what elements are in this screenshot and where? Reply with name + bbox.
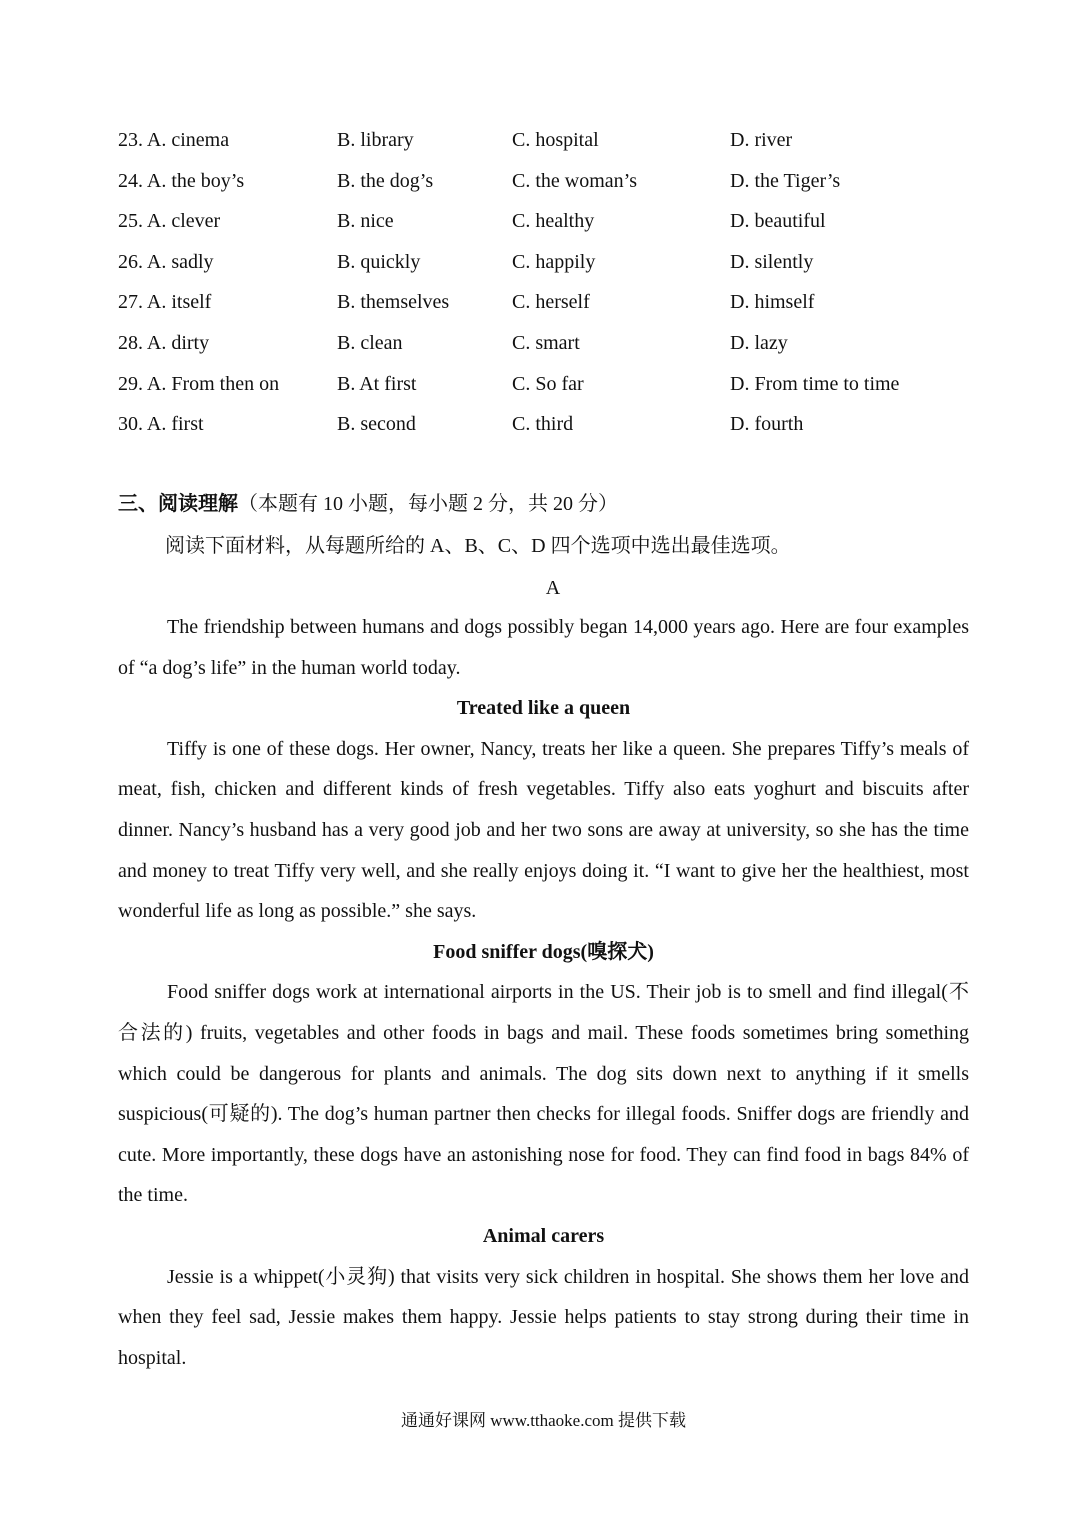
option-d: D. the Tiger’s bbox=[730, 169, 841, 192]
option-c: C. healthy bbox=[512, 210, 595, 233]
option-a: 30. A. first bbox=[118, 413, 204, 436]
passage-body bbox=[118, 607, 969, 1378]
option-b: B. library bbox=[337, 129, 414, 151]
paragraph-tiffy: Tiffy is one of these dogs. Her owner, Nancy, treats her like a queen. She prepares Tiffy’s meals of meat, fish, chicken and different kinds of fresh vegetables. Tiffy also eats yoghurt and biscuits after dinner. Nancy’s husband has a very good job and her two sons are away at university, so she has the time and money to treat Tiffy very well, and she really enjoys doing it. “I want to give her the healthiest, most wonderful life as long as possible.” she says. bbox=[118, 737, 969, 923]
option-a: 24. A. the boy’s bbox=[118, 169, 245, 192]
option-row bbox=[118, 163, 978, 204]
option-b: B. clean bbox=[337, 331, 403, 354]
option-b: B. the dog’s bbox=[337, 169, 434, 192]
option-d: D. silently bbox=[730, 250, 814, 273]
option-row bbox=[118, 284, 978, 325]
section-title bbox=[118, 488, 618, 520]
paragraph-jessie: Jessie is a whippet(小灵狗) that visits very sick children in hospital. She shows them her love and when they feel sad, Jessie makes them happy. Jessie helps patients to stay strong during their time in hospital. bbox=[118, 1265, 969, 1369]
answer-options-table bbox=[118, 122, 978, 447]
option-c: C. herself bbox=[512, 291, 590, 314]
option-b: B. themselves bbox=[337, 291, 450, 314]
option-d: D. himself bbox=[730, 291, 815, 314]
option-row bbox=[118, 122, 978, 163]
option-b: B. quickly bbox=[337, 250, 421, 273]
intro-paragraph: The friendship between humans and dogs possibly began 14,000 years ago. Here are four examples of “a dog’s life” in the human world today. bbox=[118, 616, 969, 679]
option-c: C. third bbox=[512, 413, 574, 436]
option-b: B. second bbox=[337, 413, 416, 436]
heading-food-sniffer-dogs: Food sniffer dogs(嗅探犬) bbox=[433, 940, 654, 963]
section-title-note: （本题有 10 小题，每小题 2 分，共 20 分） bbox=[238, 493, 618, 515]
option-row bbox=[118, 203, 978, 244]
option-row bbox=[118, 406, 978, 447]
option-c: C. smart bbox=[512, 331, 580, 354]
passage-letter: A bbox=[545, 577, 561, 599]
option-row bbox=[118, 325, 978, 366]
option-c: C. happily bbox=[512, 250, 596, 273]
option-row bbox=[118, 244, 978, 285]
option-d: D. river bbox=[730, 129, 793, 151]
option-a: 28. A. dirty bbox=[118, 331, 210, 354]
option-a: 26. A. sadly bbox=[118, 250, 214, 273]
option-d: D. lazy bbox=[730, 331, 788, 354]
option-a: 27. A. itself bbox=[118, 291, 212, 314]
heading-animal-carers: Animal carers bbox=[482, 1224, 605, 1247]
option-c: C. the woman’s bbox=[512, 169, 637, 192]
option-c: C. hospital bbox=[512, 129, 599, 151]
option-b: B. nice bbox=[337, 210, 394, 233]
option-row bbox=[118, 366, 978, 407]
option-b: B. At first bbox=[337, 372, 417, 395]
option-c: C. So far bbox=[512, 372, 584, 395]
option-d: D. From time to time bbox=[730, 372, 900, 395]
heading-treated-like-a-queen: Treated like a queen bbox=[456, 697, 631, 720]
paragraph-sniffer-dogs: Food sniffer dogs work at international airports in the US. Their job is to smell and find illegal(不合法的) fruits, vegetables and other foods in bags and mail. These foods sometimes bring something which could be dangerous for plants and animals. The dog sits down next to anything if it smells suspicious(可疑的). The dog’s human partner then checks for illegal foods. Sniffer dogs are friendly and cute. More importantly, these dogs have an astonishing nose for food. They can find food in bags 84% of the time. bbox=[118, 981, 969, 1207]
option-d: D. fourth bbox=[730, 413, 804, 436]
page-footer: 通通好课网 www.tthaoke.com 提供下载 bbox=[400, 1411, 687, 1430]
option-a: 23. A. cinema bbox=[118, 129, 230, 151]
option-a: 29. A. From then on bbox=[118, 372, 280, 395]
option-d: D. beautiful bbox=[730, 210, 826, 233]
option-a: 25. A. clever bbox=[118, 210, 221, 233]
section-instruction: 阅读下面材料，从每题所给的 A、B、C、D 四个选项中选出最佳选项。 bbox=[165, 535, 791, 557]
section-title-bold: 三、阅读理解 bbox=[118, 493, 238, 515]
